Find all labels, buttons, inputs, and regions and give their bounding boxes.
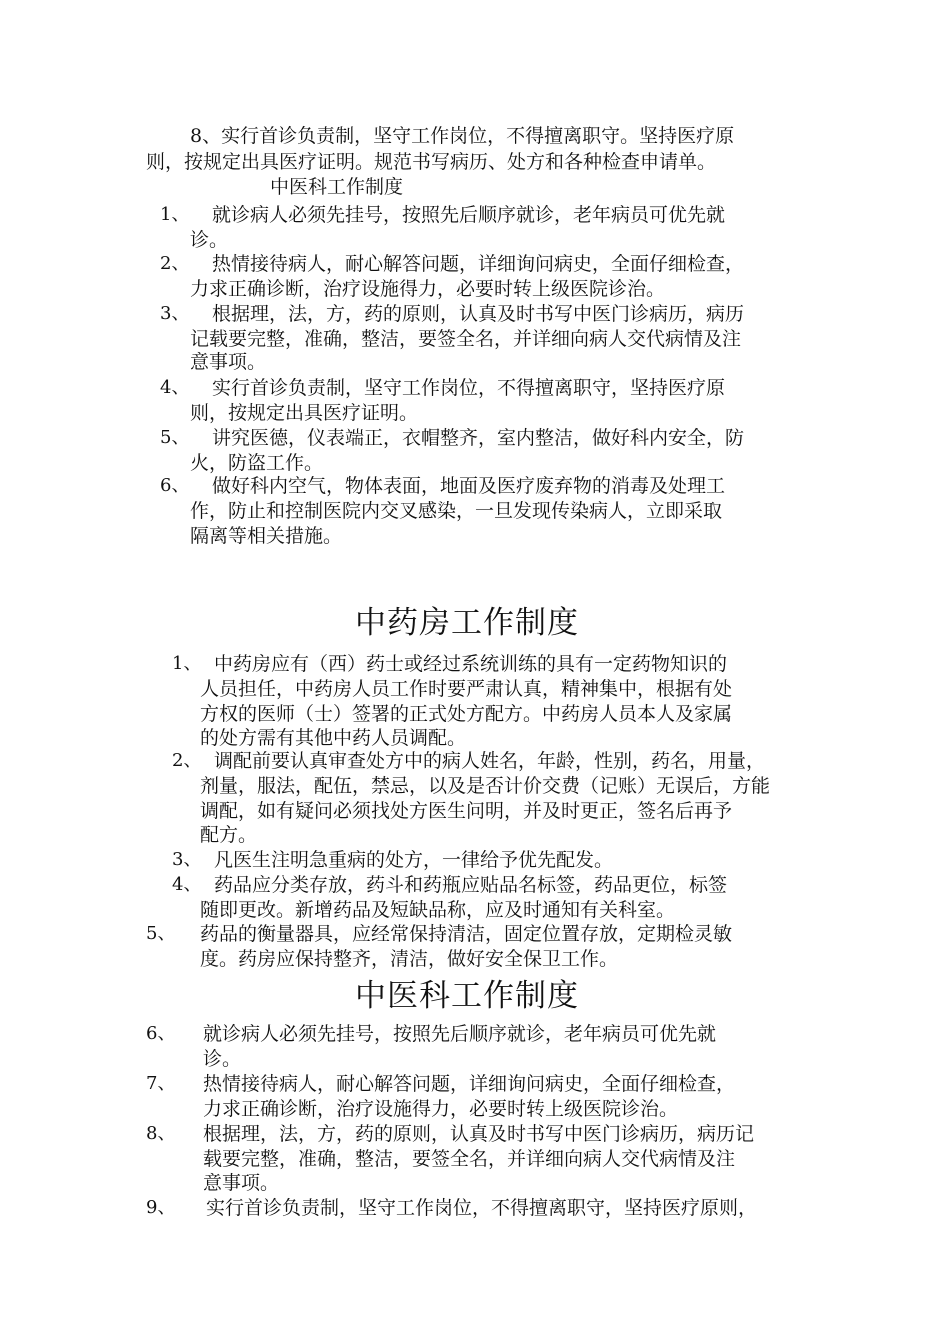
list-item-line: 火，防盗工作。 bbox=[190, 452, 324, 474]
list-item-line: 配方。 bbox=[200, 824, 258, 846]
list-item-line: 隔离等相关措施。 bbox=[190, 525, 343, 547]
list-item-line: 药品应分类存放，药斗和药瓶应贴品名标签，药品更位，标签 bbox=[214, 874, 728, 896]
list-item-line: 热情接待病人，耐心解答问题，详细询问病史，全面仔细检查， bbox=[203, 1073, 736, 1095]
list-item-line: 讲究医德，仪表端正，衣帽整齐，室内整洁，做好科内安全，防 bbox=[212, 427, 745, 449]
list-item-line: 剂量，服法，配伍，禁忌，以及是否计价交费（记账）无误后，方能 bbox=[200, 775, 771, 797]
list-item-number: 4、 bbox=[172, 874, 202, 895]
list-item-line: 实行首诊负责制，坚守工作岗位，不得擅离职守，坚持医疗原则， bbox=[206, 1197, 758, 1219]
list-item-line: 药品的衡量器具，应经常保持清洁，固定位置存放，定期检灵敏 bbox=[200, 923, 733, 945]
list-item-number: 2、 bbox=[160, 253, 190, 274]
list-item-line: 记载要完整，准确，整洁，要签全名，并详细向病人交代病情及注 bbox=[190, 328, 742, 350]
list-item-line: 的处方需有其他中药人员调配。 bbox=[200, 727, 467, 749]
list-item-number: 7、 bbox=[146, 1073, 176, 1094]
list-item-line: 调配，如有疑问必须找处方医生问明，并及时更正，签名后再予 bbox=[200, 800, 733, 822]
section-subheading: 中医科工作制度 bbox=[270, 176, 404, 198]
list-item-number: 4、 bbox=[160, 377, 190, 398]
list-item-line: 载要完整，准确，整洁，要签全名，并详细向病人交代病情及注 bbox=[203, 1148, 736, 1170]
list-item-line: 力求正确诊断，治疗设施得力，必要时转上级医院诊治。 bbox=[203, 1098, 679, 1120]
list-item-number: 6、 bbox=[146, 1023, 176, 1044]
list-item-line: 凡医生注明急重病的处方，一律给予优先配发。 bbox=[214, 849, 614, 871]
intro-line-1: 8、实行首诊负责制，坚守工作岗位，不得擅离职守。坚持医疗原 bbox=[190, 125, 735, 147]
list-item-line: 随即更改。新增药品及短缺品称，应及时通知有关科室。 bbox=[200, 899, 676, 921]
intro-line-2: 则，按规定出具医疗证明。规范书写病历、处方和各种检查申请单。 bbox=[146, 151, 717, 173]
list-item-number: 5、 bbox=[160, 427, 190, 448]
list-item-line: 做好科内空气，物体表面，地面及医疗废弃物的消毒及处理工 bbox=[212, 475, 726, 497]
list-item-line: 力求正确诊断，治疗设施得力，必要时转上级医院诊治。 bbox=[190, 278, 666, 300]
list-item-line: 就诊病人必须先挂号，按照先后顺序就诊，老年病员可优先就 bbox=[212, 204, 726, 226]
list-item-line: 方权的医师（士）签署的正式处方配方。中药房人员本人及家属 bbox=[200, 703, 733, 725]
list-item-number: 2、 bbox=[172, 750, 202, 771]
list-item-number: 1、 bbox=[172, 653, 202, 674]
list-item-line: 就诊病人必须先挂号，按照先后顺序就诊，老年病员可优先就 bbox=[203, 1023, 717, 1045]
list-item-line: 调配前要认真审查处方中的病人姓名，年龄，性别，药名，用量， bbox=[214, 750, 766, 772]
list-item-number: 6、 bbox=[160, 475, 190, 496]
list-item-number: 9、 bbox=[146, 1197, 176, 1218]
list-item-line: 作，防止和控制医院内交叉感染，一旦发现传染病人，立即采取 bbox=[190, 500, 723, 522]
list-item-line: 根据理，法，方，药的原则，认真及时书写中医门诊病历，病历记 bbox=[203, 1123, 755, 1145]
list-item-line: 根据理，法，方，药的原则，认真及时书写中医门诊病历，病历 bbox=[212, 303, 745, 325]
list-item-number: 3、 bbox=[160, 303, 190, 324]
list-item-line: 意事项。 bbox=[203, 1172, 280, 1194]
list-item-number: 5、 bbox=[146, 923, 176, 944]
list-item-line: 则，按规定出具医疗证明。 bbox=[190, 402, 419, 424]
list-item-number: 1、 bbox=[160, 204, 190, 225]
section-title: 中药房工作制度 bbox=[355, 605, 579, 641]
list-item-line: 热情接待病人，耐心解答问题，详细询问病史，全面仔细检查， bbox=[212, 253, 745, 275]
list-item-line: 人员担任，中药房人员工作时要严肃认真，精神集中，根据有处 bbox=[200, 678, 733, 700]
list-item-line: 中药房应有（西）药士或经过系统训练的具有一定药物知识的 bbox=[214, 653, 728, 675]
list-item-number: 8、 bbox=[146, 1123, 176, 1144]
list-item-line: 诊。 bbox=[190, 229, 229, 251]
list-item-line: 意事项。 bbox=[190, 351, 267, 373]
list-item-line: 度。药房应保持整齐，清洁，做好安全保卫工作。 bbox=[200, 948, 619, 970]
list-item-number: 3、 bbox=[172, 849, 202, 870]
section-title: 中医科工作制度 bbox=[355, 978, 579, 1014]
list-item-line: 实行首诊负责制，坚守工作岗位，不得擅离职守，坚持医疗原 bbox=[212, 377, 726, 399]
list-item-line: 诊。 bbox=[203, 1048, 242, 1070]
